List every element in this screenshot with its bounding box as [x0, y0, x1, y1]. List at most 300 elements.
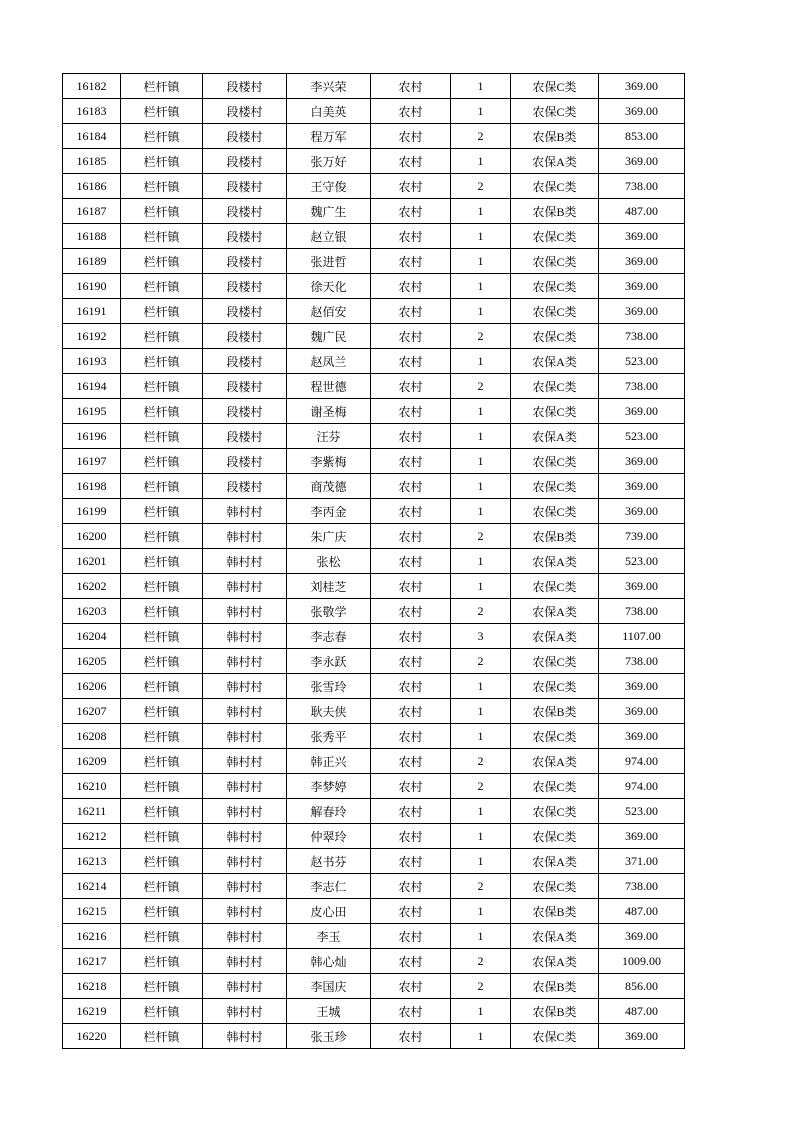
table-row	[63, 449, 685, 474]
table-cell-id: 16207	[63, 699, 121, 724]
table-cell-count: 2	[451, 174, 511, 199]
table-cell-id: 16191	[63, 299, 121, 324]
table-cell-town: 栏杆镇	[121, 774, 203, 799]
table-cell-type: 农村	[371, 574, 451, 599]
table-cell-amount: 487.00	[599, 899, 685, 924]
table-cell-village: 段楼村	[203, 374, 287, 399]
table-cell-count: 2	[451, 949, 511, 974]
table-cell-village: 韩村村	[203, 924, 287, 949]
table-cell-name: 李紫梅	[287, 449, 371, 474]
table-cell-town: 栏杆镇	[121, 449, 203, 474]
table-cell-town: 栏杆镇	[121, 749, 203, 774]
table-cell-type: 农村	[371, 349, 451, 374]
table-cell-id: 16208	[63, 724, 121, 749]
table-cell-name: 皮心田	[287, 899, 371, 924]
table-cell-amount: 369.00	[599, 724, 685, 749]
table-cell-village: 韩村村	[203, 499, 287, 524]
table-cell-name: 张万好	[287, 149, 371, 174]
table-cell-village: 韩村村	[203, 674, 287, 699]
table-cell-count: 1	[451, 699, 511, 724]
table-row	[63, 74, 685, 99]
table-cell-type: 农村	[371, 124, 451, 149]
table-cell-type: 农村	[371, 524, 451, 549]
table-cell-count: 2	[451, 749, 511, 774]
table-cell-amount: 856.00	[599, 974, 685, 999]
table-cell-village: 韩村村	[203, 849, 287, 874]
table-cell-village: 韩村村	[203, 874, 287, 899]
table-cell-village: 韩村村	[203, 574, 287, 599]
table-cell-name: 李志春	[287, 624, 371, 649]
table-cell-category: 农保B类	[511, 974, 599, 999]
table-row	[63, 274, 685, 299]
table-cell-town: 栏杆镇	[121, 249, 203, 274]
table-cell-category: 农保B类	[511, 999, 599, 1024]
table-cell-amount: 369.00	[599, 149, 685, 174]
table-cell-name: 耿夫侠	[287, 699, 371, 724]
table-cell-name: 李兴荣	[287, 74, 371, 99]
table-cell-amount: 487.00	[599, 199, 685, 224]
table-cell-name: 韩心灿	[287, 949, 371, 974]
table-row	[63, 624, 685, 649]
table-row	[63, 599, 685, 624]
table-cell-village: 韩村村	[203, 749, 287, 774]
table-cell-name: 仲翠玲	[287, 824, 371, 849]
table-cell-amount: 369.00	[599, 924, 685, 949]
table-cell-amount: 738.00	[599, 874, 685, 899]
table-cell-name: 徐天化	[287, 274, 371, 299]
table-cell-id: 16200	[63, 524, 121, 549]
table-cell-type: 农村	[371, 399, 451, 424]
table-cell-id: 16214	[63, 874, 121, 899]
table-cell-type: 农村	[371, 749, 451, 774]
table-cell-amount: 369.00	[599, 474, 685, 499]
table-cell-count: 3	[451, 624, 511, 649]
table-cell-type: 农村	[371, 374, 451, 399]
table-cell-category: 农保A类	[511, 599, 599, 624]
table-cell-count: 2	[451, 649, 511, 674]
table-cell-id: 16189	[63, 249, 121, 274]
table-cell-type: 农村	[371, 624, 451, 649]
table-cell-count: 1	[451, 724, 511, 749]
table-cell-amount: 738.00	[599, 374, 685, 399]
table-cell-id: 16202	[63, 574, 121, 599]
table-cell-village: 韩村村	[203, 549, 287, 574]
table-cell-count: 1	[451, 149, 511, 174]
table-cell-category: 农保C类	[511, 249, 599, 274]
table-cell-town: 栏杆镇	[121, 199, 203, 224]
table-cell-category: 农保A类	[511, 849, 599, 874]
table-cell-category: 农保A类	[511, 749, 599, 774]
table-cell-count: 1	[451, 424, 511, 449]
table-cell-name: 张敬学	[287, 599, 371, 624]
table-cell-amount: 738.00	[599, 174, 685, 199]
table-cell-village: 韩村村	[203, 724, 287, 749]
table-cell-town: 栏杆镇	[121, 399, 203, 424]
table-cell-town: 栏杆镇	[121, 849, 203, 874]
table-cell-category: 农保C类	[511, 674, 599, 699]
table-cell-category: 农保C类	[511, 774, 599, 799]
table-row	[63, 674, 685, 699]
table-cell-id: 16190	[63, 274, 121, 299]
table-cell-name: 张进哲	[287, 249, 371, 274]
table-cell-type: 农村	[371, 224, 451, 249]
table-cell-id: 16215	[63, 899, 121, 924]
table-cell-type: 农村	[371, 199, 451, 224]
table-cell-amount: 369.00	[599, 74, 685, 99]
table-cell-village: 段楼村	[203, 249, 287, 274]
table-cell-amount: 369.00	[599, 224, 685, 249]
table-cell-id: 16195	[63, 399, 121, 424]
table-cell-type: 农村	[371, 674, 451, 699]
table-cell-town: 栏杆镇	[121, 974, 203, 999]
table-cell-category: 农保C类	[511, 274, 599, 299]
table-cell-type: 农村	[371, 949, 451, 974]
table-cell-town: 栏杆镇	[121, 149, 203, 174]
table-cell-count: 1	[451, 224, 511, 249]
table-cell-amount: 523.00	[599, 424, 685, 449]
table-cell-id: 16217	[63, 949, 121, 974]
table-cell-type: 农村	[371, 824, 451, 849]
table-cell-amount: 369.00	[599, 674, 685, 699]
table-cell-name: 李玉	[287, 924, 371, 949]
table-row	[63, 474, 685, 499]
table-row	[63, 724, 685, 749]
table-cell-count: 1	[451, 849, 511, 874]
table-cell-town: 栏杆镇	[121, 624, 203, 649]
table-cell-name: 汪芬	[287, 424, 371, 449]
table-row	[63, 849, 685, 874]
table-cell-amount: 369.00	[599, 699, 685, 724]
table-cell-town: 栏杆镇	[121, 524, 203, 549]
table-cell-town: 栏杆镇	[121, 899, 203, 924]
table-cell-id: 16218	[63, 974, 121, 999]
table-cell-count: 1	[451, 499, 511, 524]
table-cell-type: 农村	[371, 649, 451, 674]
table-cell-name: 魏广民	[287, 324, 371, 349]
table-cell-category: 农保B类	[511, 899, 599, 924]
table-cell-amount: 369.00	[599, 574, 685, 599]
table-cell-amount: 487.00	[599, 999, 685, 1024]
table-cell-town: 栏杆镇	[121, 874, 203, 899]
table-cell-town: 栏杆镇	[121, 74, 203, 99]
table-cell-id: 16201	[63, 549, 121, 574]
table-cell-category: 农保C类	[511, 374, 599, 399]
table-row	[63, 424, 685, 449]
table-cell-village: 段楼村	[203, 224, 287, 249]
table-cell-type: 农村	[371, 774, 451, 799]
table-row	[63, 774, 685, 799]
table-cell-category: 农保C类	[511, 799, 599, 824]
table-cell-count: 1	[451, 399, 511, 424]
table-cell-amount: 1009.00	[599, 949, 685, 974]
table-cell-name: 魏广生	[287, 199, 371, 224]
table-cell-town: 栏杆镇	[121, 649, 203, 674]
table-cell-name: 谢圣梅	[287, 399, 371, 424]
table-cell-id: 16184	[63, 124, 121, 149]
table-cell-type: 农村	[371, 874, 451, 899]
table-cell-id: 16183	[63, 99, 121, 124]
table-cell-village: 段楼村	[203, 424, 287, 449]
table-cell-category: 农保C类	[511, 574, 599, 599]
table-cell-village: 段楼村	[203, 74, 287, 99]
table-cell-id: 16204	[63, 624, 121, 649]
table-cell-amount: 369.00	[599, 824, 685, 849]
table-cell-category: 农保C类	[511, 399, 599, 424]
table-cell-amount: 369.00	[599, 249, 685, 274]
table-cell-town: 栏杆镇	[121, 799, 203, 824]
table-cell-type: 农村	[371, 924, 451, 949]
table-cell-category: 农保B类	[511, 524, 599, 549]
table-cell-id: 16213	[63, 849, 121, 874]
table-cell-type: 农村	[371, 274, 451, 299]
table-cell-type: 农村	[371, 599, 451, 624]
table-row	[63, 649, 685, 674]
table-cell-count: 1	[451, 449, 511, 474]
table-cell-count: 1	[451, 74, 511, 99]
table-cell-count: 1	[451, 1024, 511, 1049]
table-cell-id: 16206	[63, 674, 121, 699]
table-cell-town: 栏杆镇	[121, 674, 203, 699]
table-cell-village: 段楼村	[203, 174, 287, 199]
table-cell-id: 16187	[63, 199, 121, 224]
table-cell-amount: 369.00	[599, 1024, 685, 1049]
table-cell-amount: 369.00	[599, 299, 685, 324]
table-cell-id: 16216	[63, 924, 121, 949]
table-cell-count: 2	[451, 774, 511, 799]
table-cell-count: 1	[451, 799, 511, 824]
table-row	[63, 499, 685, 524]
table-cell-town: 栏杆镇	[121, 274, 203, 299]
table-cell-type: 农村	[371, 999, 451, 1024]
table-cell-id: 16198	[63, 474, 121, 499]
table-cell-town: 栏杆镇	[121, 999, 203, 1024]
table-cell-category: 农保A类	[511, 149, 599, 174]
table-cell-village: 段楼村	[203, 199, 287, 224]
table-cell-town: 栏杆镇	[121, 424, 203, 449]
table-cell-category: 农保A类	[511, 349, 599, 374]
table-cell-name: 朱广庆	[287, 524, 371, 549]
table-cell-count: 1	[451, 574, 511, 599]
table-cell-village: 段楼村	[203, 124, 287, 149]
table-cell-category: 农保C类	[511, 174, 599, 199]
table-cell-town: 栏杆镇	[121, 924, 203, 949]
table-row	[63, 549, 685, 574]
table-cell-town: 栏杆镇	[121, 949, 203, 974]
table-cell-name: 白美英	[287, 99, 371, 124]
table-cell-village: 韩村村	[203, 799, 287, 824]
table-cell-count: 2	[451, 599, 511, 624]
table-row	[63, 924, 685, 949]
table-cell-village: 段楼村	[203, 474, 287, 499]
table-cell-village: 段楼村	[203, 349, 287, 374]
table-cell-town: 栏杆镇	[121, 299, 203, 324]
table-cell-amount: 523.00	[599, 349, 685, 374]
table-cell-village: 段楼村	[203, 149, 287, 174]
table-cell-category: 农保C类	[511, 99, 599, 124]
table-cell-count: 1	[451, 274, 511, 299]
table-cell-id: 16220	[63, 1024, 121, 1049]
table-row	[63, 174, 685, 199]
table-cell-id: 16182	[63, 74, 121, 99]
table-cell-type: 农村	[371, 549, 451, 574]
table-cell-amount: 738.00	[599, 649, 685, 674]
table-cell-town: 栏杆镇	[121, 124, 203, 149]
table-cell-amount: 369.00	[599, 449, 685, 474]
table-cell-count: 1	[451, 99, 511, 124]
table-cell-amount: 738.00	[599, 599, 685, 624]
table-row	[63, 124, 685, 149]
table-row	[63, 149, 685, 174]
table-body	[63, 74, 685, 1049]
table-cell-name: 程万军	[287, 124, 371, 149]
table-cell-count: 2	[451, 374, 511, 399]
table-cell-village: 段楼村	[203, 99, 287, 124]
table-cell-count: 2	[451, 124, 511, 149]
table-cell-town: 栏杆镇	[121, 324, 203, 349]
table-cell-type: 农村	[371, 974, 451, 999]
table-row	[63, 574, 685, 599]
table-cell-name: 张松	[287, 549, 371, 574]
table-cell-id: 16186	[63, 174, 121, 199]
table-cell-category: 农保C类	[511, 649, 599, 674]
table-cell-type: 农村	[371, 474, 451, 499]
table-row	[63, 349, 685, 374]
table-cell-village: 韩村村	[203, 824, 287, 849]
table-cell-type: 农村	[371, 724, 451, 749]
table-cell-amount: 371.00	[599, 849, 685, 874]
table-cell-category: 农保C类	[511, 474, 599, 499]
table-cell-town: 栏杆镇	[121, 374, 203, 399]
table-cell-id: 16203	[63, 599, 121, 624]
table-row	[63, 399, 685, 424]
table-cell-category: 农保B类	[511, 124, 599, 149]
table-row	[63, 699, 685, 724]
table-cell-category: 农保C类	[511, 724, 599, 749]
table-cell-amount: 853.00	[599, 124, 685, 149]
table-cell-category: 农保C类	[511, 224, 599, 249]
table-cell-village: 段楼村	[203, 449, 287, 474]
table-cell-village: 韩村村	[203, 649, 287, 674]
table-cell-name: 张雪玲	[287, 674, 371, 699]
table-cell-id: 16219	[63, 999, 121, 1024]
table-cell-town: 栏杆镇	[121, 99, 203, 124]
table-cell-id: 16205	[63, 649, 121, 674]
table-cell-name: 李梦婷	[287, 774, 371, 799]
table-cell-id: 16192	[63, 324, 121, 349]
table-cell-town: 栏杆镇	[121, 474, 203, 499]
table-cell-town: 栏杆镇	[121, 174, 203, 199]
table-cell-amount: 1107.00	[599, 624, 685, 649]
table-row	[63, 874, 685, 899]
table-cell-village: 韩村村	[203, 774, 287, 799]
table-cell-name: 李志仁	[287, 874, 371, 899]
table-cell-town: 栏杆镇	[121, 724, 203, 749]
table-row	[63, 524, 685, 549]
benefit-roster-table	[62, 73, 685, 1049]
table-cell-count: 1	[451, 549, 511, 574]
table-cell-town: 栏杆镇	[121, 824, 203, 849]
table-cell-village: 段楼村	[203, 274, 287, 299]
table-cell-village: 段楼村	[203, 399, 287, 424]
table-row	[63, 199, 685, 224]
table-cell-count: 1	[451, 674, 511, 699]
table-cell-village: 韩村村	[203, 999, 287, 1024]
table-cell-count: 1	[451, 299, 511, 324]
table-cell-category: 农保A类	[511, 949, 599, 974]
table-cell-amount: 738.00	[599, 324, 685, 349]
table-cell-amount: 369.00	[599, 99, 685, 124]
table-row	[63, 974, 685, 999]
table-cell-type: 农村	[371, 1024, 451, 1049]
table-cell-name: 赵凤兰	[287, 349, 371, 374]
table-cell-count: 1	[451, 924, 511, 949]
table-cell-category: 农保C类	[511, 499, 599, 524]
table-cell-count: 1	[451, 349, 511, 374]
table-cell-village: 韩村村	[203, 899, 287, 924]
table-cell-type: 农村	[371, 299, 451, 324]
table-cell-count: 2	[451, 974, 511, 999]
table-cell-category: 农保A类	[511, 424, 599, 449]
table-cell-type: 农村	[371, 799, 451, 824]
table-cell-category: 农保A类	[511, 624, 599, 649]
table-cell-name: 解春玲	[287, 799, 371, 824]
table-cell-name: 韩正兴	[287, 749, 371, 774]
table-cell-type: 农村	[371, 149, 451, 174]
table-cell-name: 李国庆	[287, 974, 371, 999]
table-cell-town: 栏杆镇	[121, 1024, 203, 1049]
table-cell-type: 农村	[371, 899, 451, 924]
table-cell-type: 农村	[371, 424, 451, 449]
table-cell-id: 16185	[63, 149, 121, 174]
table-cell-name: 程世德	[287, 374, 371, 399]
table-row	[63, 99, 685, 124]
table-row	[63, 224, 685, 249]
table-cell-name: 赵佰安	[287, 299, 371, 324]
table-cell-village: 韩村村	[203, 974, 287, 999]
table-cell-category: 农保C类	[511, 874, 599, 899]
table-cell-type: 农村	[371, 699, 451, 724]
table-cell-name: 张玉珍	[287, 1024, 371, 1049]
table-cell-name: 商茂德	[287, 474, 371, 499]
table-cell-amount: 974.00	[599, 749, 685, 774]
table-cell-id: 16212	[63, 824, 121, 849]
table-cell-amount: 369.00	[599, 499, 685, 524]
table-cell-category: 农保C类	[511, 324, 599, 349]
table-cell-count: 1	[451, 199, 511, 224]
table-row	[63, 374, 685, 399]
table-cell-amount: 739.00	[599, 524, 685, 549]
table-cell-type: 农村	[371, 99, 451, 124]
table-cell-village: 韩村村	[203, 624, 287, 649]
table-cell-village: 段楼村	[203, 324, 287, 349]
table-cell-type: 农村	[371, 849, 451, 874]
table-cell-name: 李丙金	[287, 499, 371, 524]
table-cell-village: 韩村村	[203, 699, 287, 724]
table-cell-count: 1	[451, 474, 511, 499]
table-cell-category: 农保A类	[511, 924, 599, 949]
table-row	[63, 949, 685, 974]
table-row	[63, 299, 685, 324]
table-cell-type: 农村	[371, 499, 451, 524]
table-row	[63, 249, 685, 274]
table-row	[63, 749, 685, 774]
table-cell-type: 农村	[371, 449, 451, 474]
table-cell-town: 栏杆镇	[121, 699, 203, 724]
table-cell-id: 16209	[63, 749, 121, 774]
table-row	[63, 799, 685, 824]
table-cell-category: 农保C类	[511, 74, 599, 99]
table-cell-name: 张秀平	[287, 724, 371, 749]
